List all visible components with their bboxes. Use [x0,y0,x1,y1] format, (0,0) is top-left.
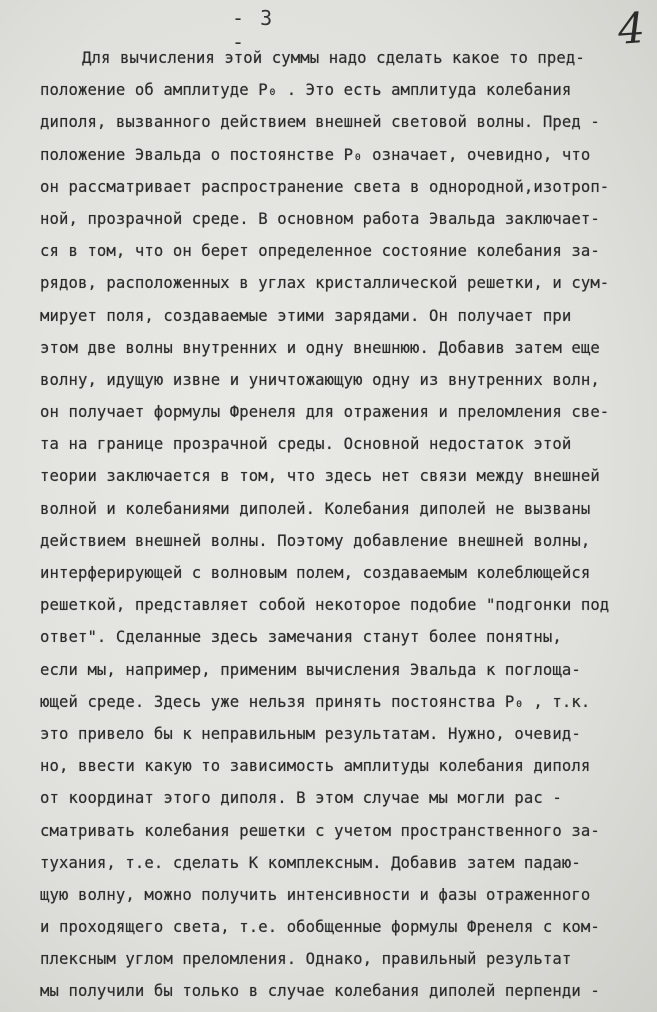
text-line: и проходящего света, т.е. обобщенные формулы Френеля с ком- [40,918,600,937]
text-line: теории заключается в том, что здесь нет связи между внешней [40,467,600,486]
text-line: та на границе прозрачной среды. Основной недостаток этой [40,435,572,454]
text-line: диполя, вызванного действием внешней световой волны. Пред - [40,113,600,132]
text-line: если мы, например, применим вычисления Эвальда к поглоща- [40,660,581,679]
text-line: волной и колебаниями диполей. Колебания диполей не вызваны [40,499,591,518]
text-line: сматривать колебания решетки с учетом пространственного за- [40,821,600,840]
text-line: рядов, расположенных в углах кристаллической решетки, и сум- [40,274,610,293]
page-number: - 3 - [232,6,275,54]
text-line: этом две волны внутренних и одну внешнюю. Добавив затем еще [40,338,600,357]
text-line: положение об амплитуде P₀ . Это есть амплитуда колебания [40,81,572,100]
text-line: мирует поля, создаваемые этими зарядами. Он получает при [40,306,572,325]
text-line: но, ввести какую то зависимость амплитуды колебания диполя [40,757,591,776]
text-line: интерферирующей с волновым полем, создаваемым колеблющейся [40,564,591,582]
text-line: плексным углом преломления. Однако, правильный результат [40,950,572,969]
text-line: он рассматривает распространение света в однородной,изотроп- [40,177,610,196]
text-line: действием внешней волны. Поэтому добавление внешней волны, [40,531,591,550]
text-line: волну, идущую извне и уничтожающую одну из внутренних волн, [40,370,600,389]
text-line: он получает формулы Френеля для отражения и преломления све- [40,403,610,422]
text-line: ся в том, что он берет определенное состояние колебания за- [40,242,600,261]
text-line: щую волну, можно получить интенсивности и фазы отраженного [40,885,591,904]
text-line: ющей среде. Здесь уже нельзя принять постоянства P₀ , т.к. [40,692,591,711]
text-line: Для вычисления этой суммы надо сделать какое то пред- [82,49,585,67]
text-line: от координат этого диполя. В этом случае мы могли рас - [40,789,562,808]
text-line: тухания, т.е. сделать K комплексным. Добавив затем падаю- [40,853,581,872]
text-line: мы получили бы только в случае колебания диполей перпенди - [40,982,600,1001]
text-line: положение Эвальда о постоянстве P₀ означает, очевидно, что [40,145,591,164]
text-line: ной, прозрачной среде. В основном работа Эвальда заключает- [40,209,600,228]
text-line: ответ". Сделанные здесь замечания станут более понятны, [40,628,562,647]
text-line: это привело бы к неправильным результатам. Нужно, очевид- [40,724,581,743]
text-line: решеткой, представляет собой некоторое подобие "подгонки под [40,596,610,615]
body-text [40,42,640,1008]
handwritten-sheet-number: 4 [616,3,647,54]
